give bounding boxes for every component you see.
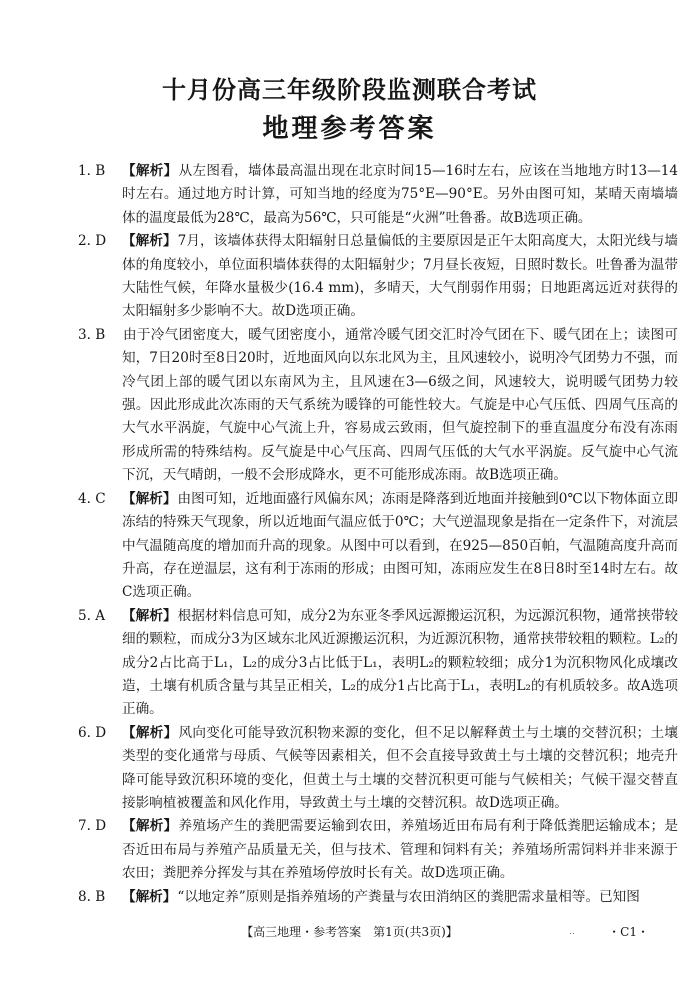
answer-text: 由图可知，近地面盛行风偏东风；冻雨是降落到近地面并接触到0℃以下物体面立即冻结的特殊天气现象，所以近地面气温应低于0℃；大气逆温现象是指在一定条件下，对流层中气温随高度的增加而升高的现象。从图中可以看到，在925—850百帕，气温随高度升高而升高，存在逆温层，这有利于冻雨的形成；由图可知，冻雨应发生在8日8时至14时左右。故C选项正确。: [122, 490, 679, 601]
answer-item-4: [78, 488, 678, 605]
answer-number: 5. A: [78, 607, 106, 624]
analysis-tag: 【解析】: [122, 607, 177, 624]
answer-body: [122, 605, 678, 722]
answer-item-2: [78, 230, 678, 324]
analysis-tag: 【解析】: [122, 818, 178, 835]
analysis-tag: 【解析】: [122, 724, 178, 741]
analysis-tag: 【解析】: [122, 888, 177, 905]
answer-text: 根据材料信息可知，成分2为东亚冬季风远源搬运沉积，为远源沉积物，通常挟带较细的颗粒，而成分3为区域东北风近源搬运沉积，为近源沉积物，通常挟带较粗的颗粒。L₂的成分2占比高于L₁，L₂的成分3占比低于L₁，表明L₂的颗粒较细；成分1为沉积物风化成壤改造，土壤有机质含量与其呈正相关，L₂的成分1占比高于L₁，表明L₂的有机质较多。故A选项正确。: [122, 607, 678, 718]
answer-item-1: [78, 160, 678, 230]
footer-page-info: 【高三地理・参考答案 第1页(共3页)】: [241, 925, 458, 939]
answer-list: [78, 160, 678, 909]
answer-number: 2. D: [78, 233, 107, 250]
answer-item-8: [78, 886, 678, 909]
answer-text: 风向变化可能导致沉积物来源的变化，但不足以解释黄土与土壤的交替沉积；土壤类型的变化通常与母质、气候等因素相关，但不会直接导致黄土与土壤的交替沉积；地壳升降可能导致沉积环境的变化，但黄土与土壤的交替沉积更可能与气候相关；气候干湿交替直接影响植被覆盖和风化作用，导致黄土与土壤的交替沉积。故D选项正确。: [122, 724, 678, 811]
answer-text: 养殖场产生的粪肥需要运输到农田，养殖场近田布局有利于降低粪肥运输成本；是否近田布局与养殖产品质量无关，但与技术、管理和饲料有关；养殖场所需饲料并非来源于农田；粪肥养分挥发与其在养殖场停放时长有关。故D选项正确。: [122, 818, 678, 882]
answer-item-7: [78, 815, 678, 885]
answer-body: [122, 722, 678, 816]
answer-number: 1. B: [78, 163, 106, 179]
footer-mark: ..: [569, 927, 575, 937]
answer-item-3: [78, 324, 678, 488]
answer-number: 4. C: [78, 490, 106, 507]
analysis-tag: 【解析】: [122, 490, 177, 507]
answer-text: 从左图看，墙体最高温出现在北京时间15—16时左右，应该在当地地方时13—14时左右。通过地方时计算，可知当地的经度为75°E—90°E。另外由图可知，某晴天南墙墙体的温度最低为28℃，最高为56℃，只可能是“火洲”吐鲁番。故B选项正确。: [122, 163, 678, 226]
answer-body: [122, 488, 678, 605]
answer-text: 由于冷气团密度大，暖气团密度小，通常冷暖气团交汇时冷气团在下、暖气团在上；读图可知，7日20时至8日20时，近地面风向以东北风为主，且风速较小，说明冷气团势力不强，而冷气团上部的暖气团以东南风为主，且风速在3—6级之间，风速较大，说明暖气团势力较强。因此形成此次冻雨的天气系统为暖锋的可能性较大。气旋是中心气压低、四周气压高的大气水平涡旋，气旋中心气流上升，容易成云致雨，但气旋控制下的垂直温度分布没有冻雨形成所需的特殊结构。反气旋是中心气压高、四周气压低的大气水平涡旋。反气旋中心气流下沉，天气晴朗，一般不会形成降水，更不可能形成冻雨。故B选项正确。: [122, 326, 678, 484]
answer-item-6: [78, 722, 678, 816]
page-footer: [0, 922, 699, 942]
footer-code: ・C1・: [608, 925, 649, 939]
answer-body: [122, 230, 678, 324]
answer-number: 7. D: [78, 818, 107, 835]
answer-body: [122, 886, 678, 909]
answer-text: “以地定养”原则是指养殖场的产粪量与农田消纳区的粪肥需求量相等。已知图: [177, 888, 640, 905]
answer-number: 3. B: [78, 326, 106, 343]
answer-number: 6. D: [78, 724, 107, 741]
answer-body: [122, 815, 678, 885]
answer-item-5: [78, 605, 678, 722]
page-title: 十月份高三年级阶段监测联合考试: [162, 76, 537, 104]
analysis-tag: 【解析】: [122, 233, 177, 250]
answer-number: 8. B: [78, 888, 106, 905]
analysis-tag: 【解析】: [122, 163, 178, 179]
answer-body: [122, 324, 678, 488]
answer-text: 7月，该墙体获得太阳辐射日总量偏低的主要原因是正午太阳高度大，太阳光线与墙体的角度较小，单位面积墙体获得的太阳辐射少；7月昼长夜短，日照时数长。吐鲁番为温带大陆性气候，年降水量极少(16.4 mm)，多晴天，大气削弱作用弱；日地距离远近对获得的太阳辐射多少影响不大。故D选项正确。: [122, 233, 678, 320]
page-subtitle: 地理参考答案: [262, 114, 437, 144]
answer-body: [122, 160, 678, 230]
